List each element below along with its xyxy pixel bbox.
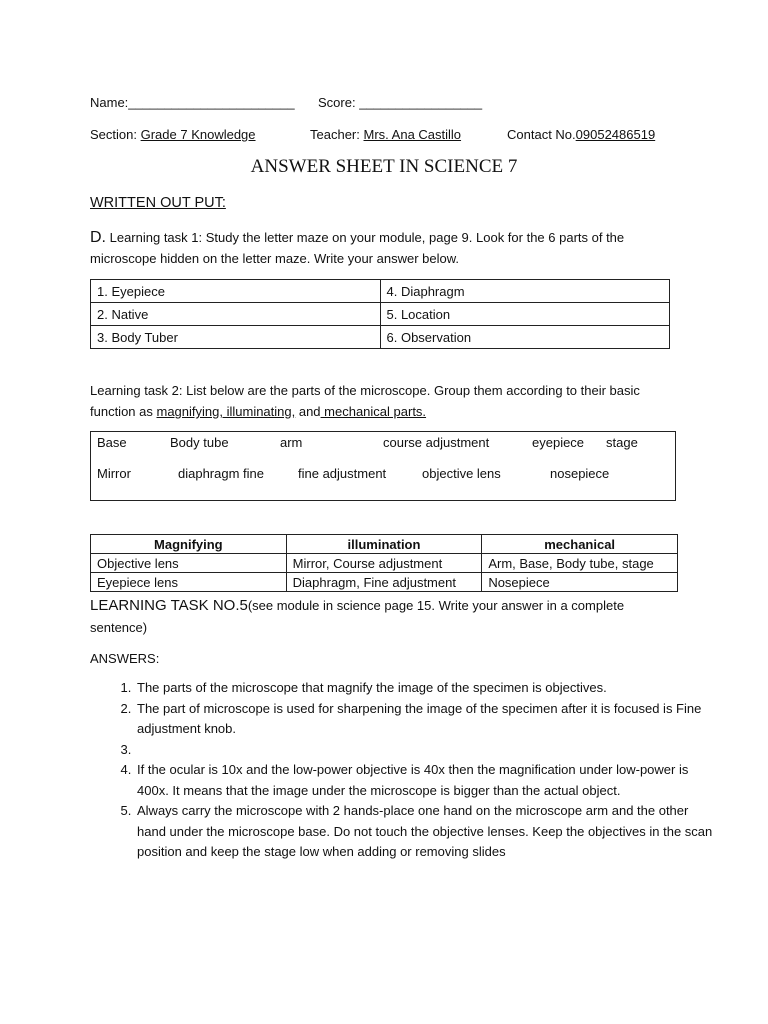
name-blank: _______________________ <box>128 95 295 110</box>
table-cell: Eyepiece lens <box>91 573 287 592</box>
table-cell: 1. Eyepiece <box>91 280 381 303</box>
task2-text-c: and <box>295 404 321 419</box>
task5-heading: LEARNING TASK NO.5 <box>90 597 248 614</box>
task2-text-a: function as <box>90 404 157 419</box>
task2-line2 <box>90 404 426 419</box>
task5-line2: sentence) <box>90 620 148 635</box>
column-header: mechanical <box>482 535 678 554</box>
word-item: course adjustment <box>383 435 490 450</box>
table-row <box>91 573 678 592</box>
section-value: Grade 7 Knowledge <box>140 127 256 142</box>
task5-line1 <box>90 597 624 614</box>
name-label: Name: <box>90 95 129 110</box>
table-cell: Arm, Base, Body tube, stage <box>482 554 678 573</box>
column-header: Magnifying <box>91 535 287 554</box>
word-bank-box <box>90 431 676 501</box>
table-row <box>91 303 670 326</box>
word-item: objective lens <box>422 466 501 481</box>
name-field <box>90 95 295 110</box>
answers-list <box>95 678 715 863</box>
contact-value: 09052486519 <box>575 127 656 142</box>
teacher-field <box>310 127 461 142</box>
list-item: 1. The parts of the microscope that magnify the image of the specimen is objectives. <box>135 678 715 699</box>
column-header: illumination <box>286 535 482 554</box>
table-row <box>91 326 670 349</box>
written-output-heading: WRITTEN OUT PUT: <box>90 195 226 211</box>
score-blank: _________________ <box>359 95 483 110</box>
task2-text-b: magnifying, illuminating, <box>156 404 296 419</box>
table-row <box>91 554 678 573</box>
table-cell: Diaphragm, Fine adjustment <box>286 573 482 592</box>
task2-line1: Learning task 2: List below are the parts of the microscope. Group them according to their basic <box>90 383 640 398</box>
list-item: 4. If the ocular is 10x and the low-power objective is 40x then the magnification under low-power is 400x. It means that the image under the microscope is bigger than the actual object. <box>135 760 715 801</box>
table-cell: Mirror, Course adjustment <box>286 554 482 573</box>
task1-letter: D. <box>90 229 106 246</box>
word-item: arm <box>280 435 303 450</box>
table-cell: 4. Diaphragm <box>380 280 670 303</box>
word-item: Base <box>97 435 127 450</box>
score-label: Score: <box>318 95 356 110</box>
list-item: 2. The part of microscope is used for sharpening the image of the specimen after it is focused is Fine adjustment knob. <box>135 699 715 740</box>
contact-label: Contact No. <box>507 127 576 142</box>
list-item: 5. Always carry the microscope with 2 hands-place one hand on the microscope arm and the other hand under the microscope base. Do not touch the objective lenses. Keep the objectives in the scan position and keep the stage low when adding or removing slides <box>135 801 715 863</box>
teacher-label: Teacher: <box>310 127 360 142</box>
task1-line1 <box>90 229 624 247</box>
word-item: nosepiece <box>550 466 610 481</box>
word-item: eyepiece <box>532 435 585 450</box>
contact-field <box>507 127 655 142</box>
task1-line2: microscope hidden on the letter maze. Write your answer below. <box>90 251 459 266</box>
word-item: Mirror <box>97 466 131 481</box>
table-header-row <box>91 535 678 554</box>
task1-text-1: Learning task 1: Study the letter maze on your module, page 9. Look for the 6 parts of the <box>106 230 625 245</box>
grouping-table <box>90 534 678 592</box>
word-item: Body tube <box>170 435 229 450</box>
page-title: ANSWER SHEET IN SCIENCE 7 <box>250 156 518 177</box>
score-field <box>318 95 482 110</box>
word-item: diaphragm fine <box>178 466 264 481</box>
table-cell: 5. Location <box>380 303 670 326</box>
task2-text-d: mechanical parts. <box>320 404 427 419</box>
section-field <box>90 127 256 142</box>
table-cell: 3. Body Tuber <box>91 326 381 349</box>
section-label: Section: <box>90 127 137 142</box>
word-item: stage <box>606 435 638 450</box>
table-cell: 2. Native <box>91 303 381 326</box>
table-cell: Nosepiece <box>482 573 678 592</box>
answers-label: ANSWERS: <box>90 651 160 666</box>
table-cell: 6. Observation <box>380 326 670 349</box>
task1-table <box>90 279 670 349</box>
word-item: fine adjustment <box>298 466 387 481</box>
teacher-value: Mrs. Ana Castillo <box>363 127 462 142</box>
table-cell: Objective lens <box>91 554 287 573</box>
list-item <box>135 740 715 761</box>
table-row <box>91 280 670 303</box>
task5-text: (see module in science page 15. Write your answer in a complete <box>247 598 625 613</box>
